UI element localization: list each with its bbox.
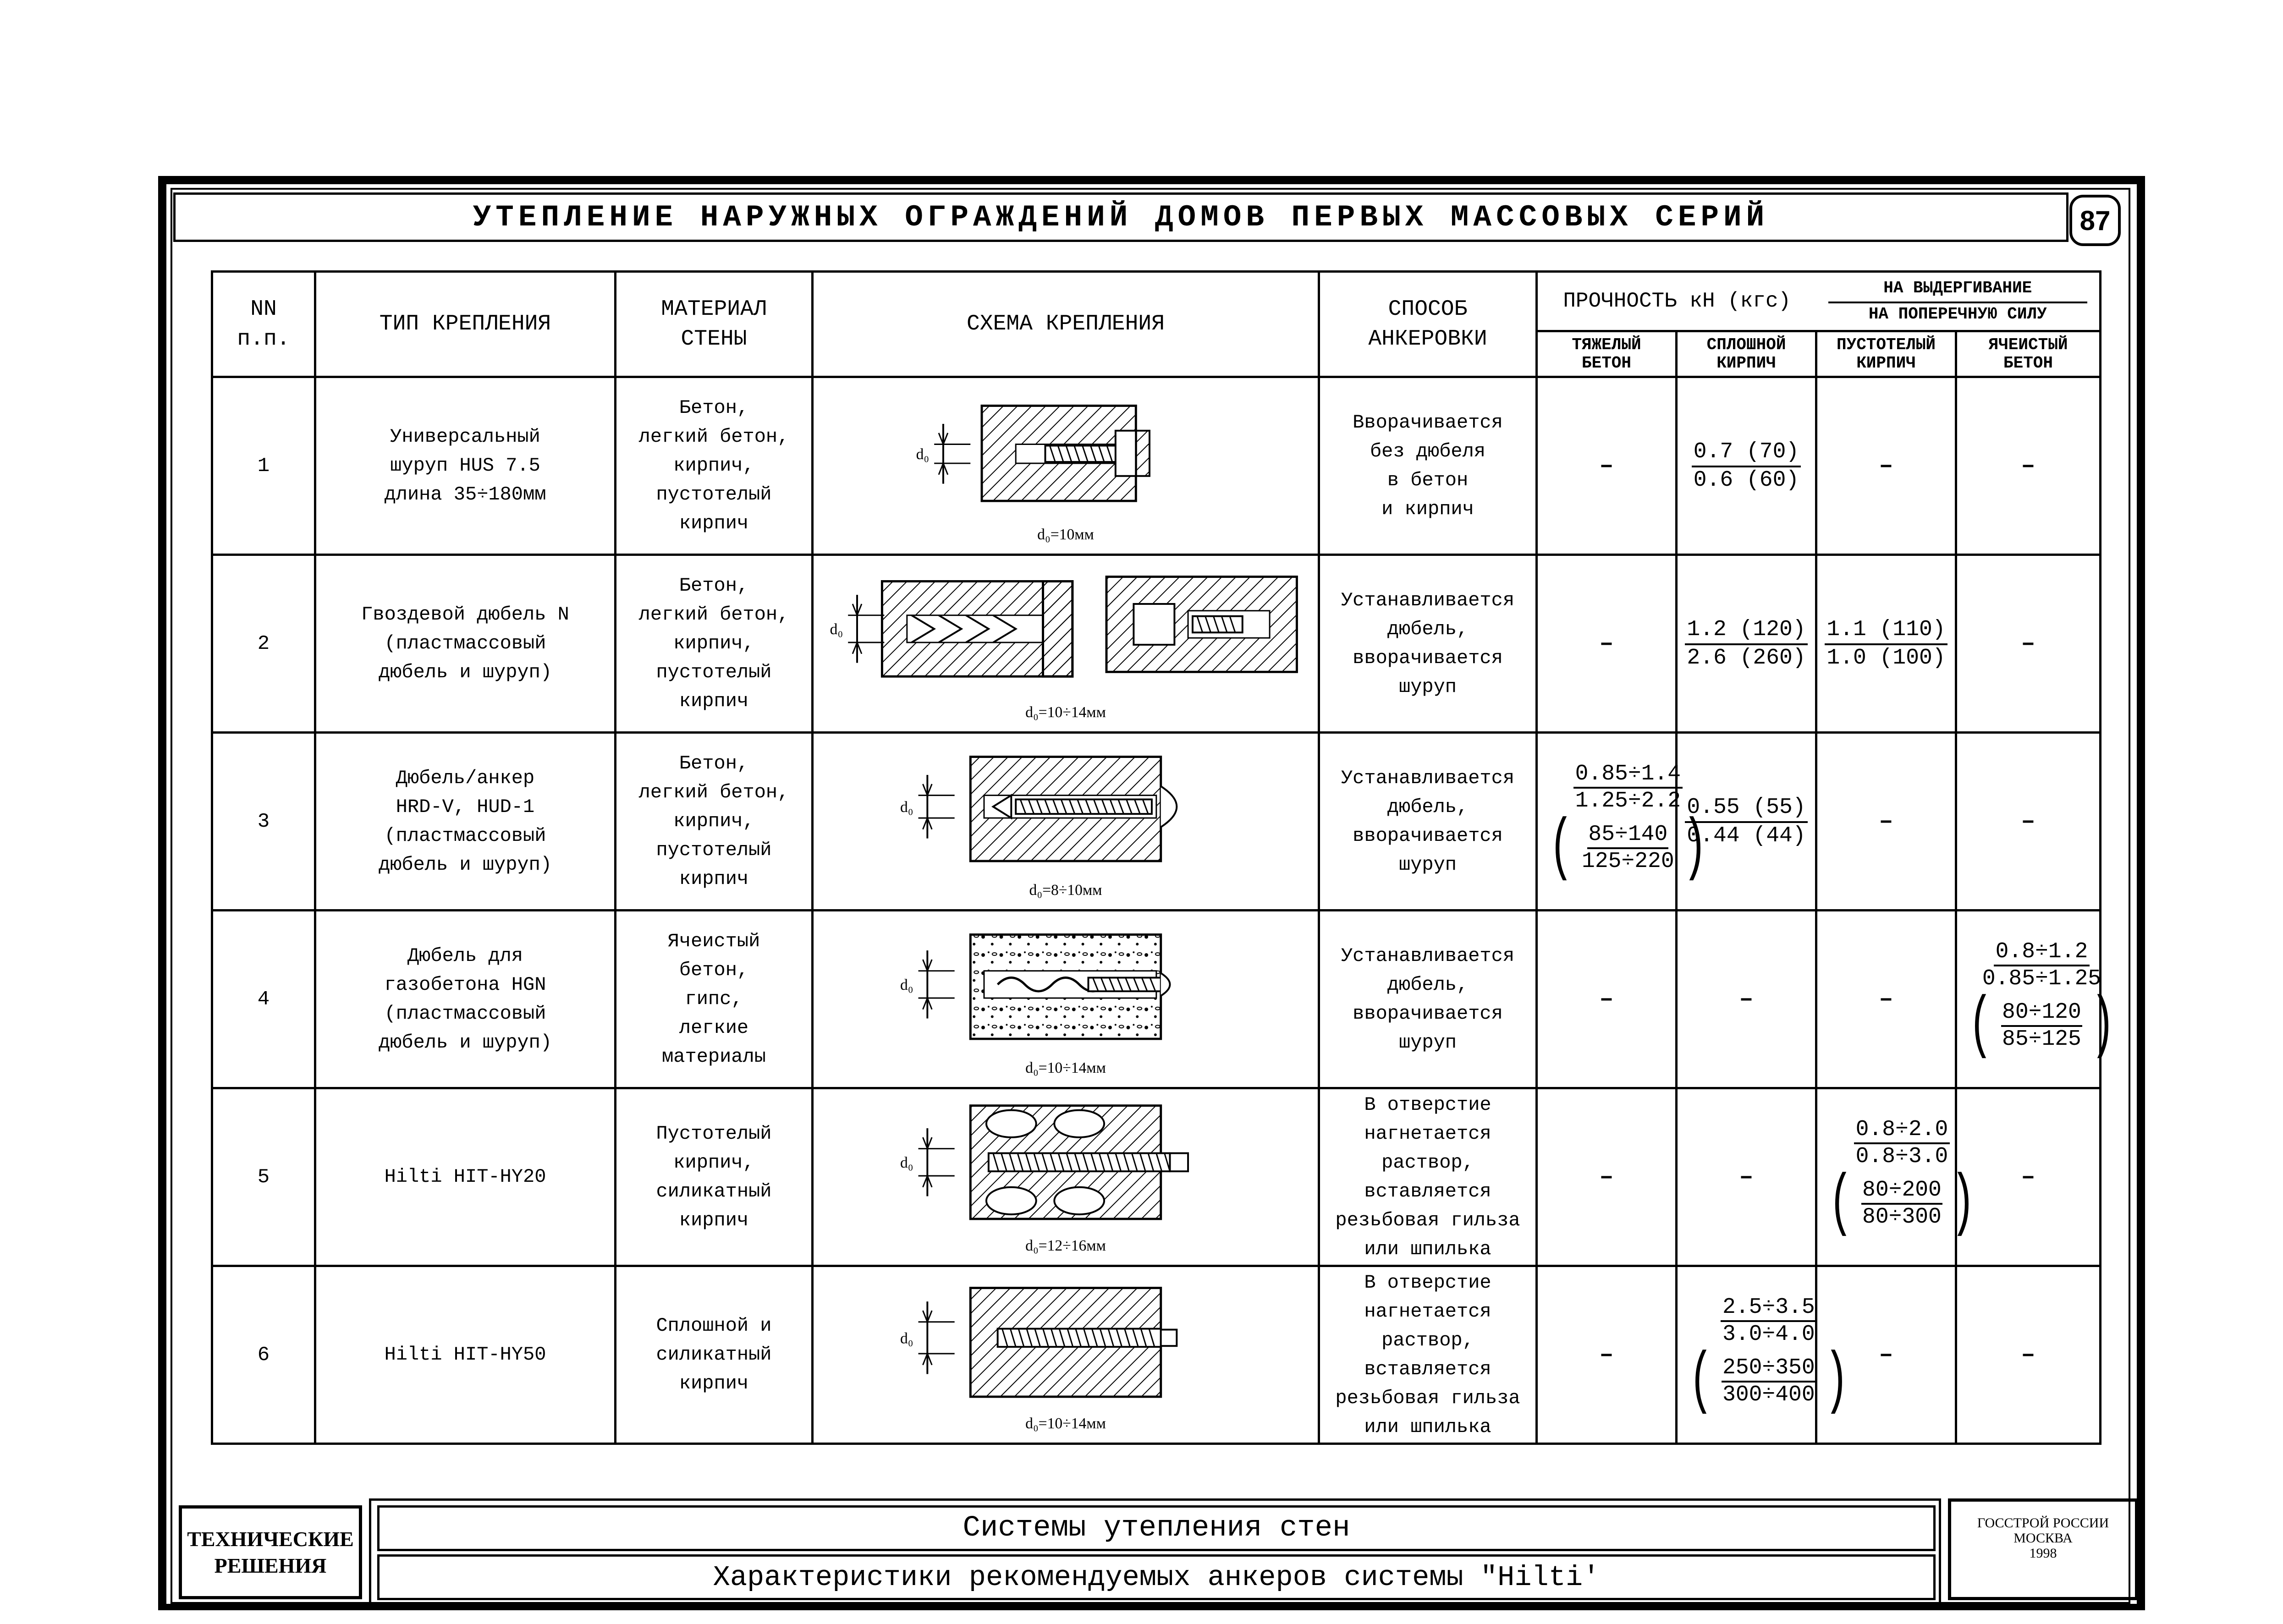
line: Hilti HIT-HY50 (384, 1344, 546, 1366)
anchor-type (315, 555, 616, 733)
line: (пластмассовый (384, 632, 546, 654)
line: газобетона HGN (384, 973, 546, 996)
shear-value: 0.44 (44) (1687, 823, 1806, 848)
value-fraction (1540, 761, 1716, 888)
shear-kn: 0.85÷1.25 (1982, 966, 2101, 991)
line: В отверстие (1364, 1271, 1491, 1294)
value-fraction (1825, 617, 1947, 671)
strength-cellular-concrete (1956, 733, 2101, 911)
row-number: 1 (212, 377, 315, 555)
stud-nut (1161, 1330, 1177, 1346)
anchor-scheme-drawing (816, 734, 1315, 909)
footer-subtitle: Характеристики рекомендуемых анкеров системы "Hilti' (377, 1554, 1936, 1600)
value-fraction (1692, 439, 1801, 494)
diameter-label: d₀ (900, 799, 913, 816)
strength-heavy-concrete (1537, 555, 1677, 733)
screw-head (1116, 431, 1136, 476)
line: (пластмассовый (384, 1002, 546, 1025)
strength-solid-brick (1677, 377, 1816, 555)
strength-heavy-concrete (1537, 1266, 1677, 1444)
fastening-scheme (813, 733, 1319, 911)
line: легкий бетон, (638, 426, 789, 448)
diameter-label: d₀ (900, 977, 913, 994)
fastening-scheme (813, 1088, 1319, 1266)
empty-dash: – (1599, 1163, 1614, 1191)
screw-head (1161, 786, 1177, 827)
strength-hollow-brick (1816, 1088, 1975, 1266)
anchor-type (315, 733, 616, 911)
line: Hilti HIT-HY20 (384, 1166, 546, 1188)
strength-solid-brick (1677, 1088, 1816, 1266)
col-strength: ПРОЧНОСТЬ кН (кгс) (1537, 272, 1816, 331)
pull-out-kn: 0.85÷1.4 (1573, 762, 1683, 789)
stud-nut (1170, 1153, 1188, 1172)
line: дюбель, (1387, 973, 1469, 996)
line: кирпич (679, 868, 749, 890)
fastening-scheme (813, 377, 1319, 555)
diameter-dimension (900, 1128, 955, 1196)
line: кирпич, (673, 455, 754, 477)
empty-dash: – (2021, 630, 2035, 657)
line: дюбель и шуруп) (378, 661, 552, 683)
wall-material (616, 733, 813, 911)
fastening-scheme (813, 911, 1319, 1088)
line: Устанавливается (1341, 589, 1515, 611)
line: вставляется (1364, 1358, 1491, 1380)
line: раствор, (1381, 1151, 1474, 1174)
line: силикатный (656, 1180, 772, 1202)
table-row (212, 377, 2101, 555)
line: и кирпич (1381, 498, 1474, 520)
anchor-type (315, 1266, 616, 1444)
line: кирпич (679, 1372, 749, 1394)
line: кирпич, (673, 632, 754, 654)
anchor-table (211, 270, 2115, 1445)
pull-out-kn: 0.8÷2.0 (1854, 1117, 1950, 1144)
line: без дюбеля (1370, 440, 1486, 462)
scheme-caption: d₀=10÷14мм (1025, 1059, 1106, 1077)
diameter-dimension (916, 424, 971, 484)
line: Дюбель для (407, 944, 523, 967)
strength-cellular-concrete (1956, 377, 2101, 555)
line: (пластмассовый (384, 824, 546, 847)
value-fraction (1685, 617, 1807, 671)
shear-kgs: 80÷300 (1862, 1205, 1942, 1230)
scheme-caption: d₀=10÷14мм (1025, 1415, 1106, 1432)
diameter-dimension (900, 1301, 955, 1374)
line: Бетон, (679, 752, 749, 774)
line: Ячеистый (667, 930, 760, 952)
line: кирпич (679, 690, 749, 712)
shear-value: 0.6 (60) (1693, 467, 1799, 493)
shear-kgs: 125÷220 (1582, 849, 1674, 874)
anchoring-method (1319, 911, 1537, 1088)
strength-hollow-brick (1816, 911, 1956, 1088)
col-method: СПОСОБ АНКЕРОВКИ (1319, 272, 1537, 377)
scheme-caption: d₀=8÷10мм (1029, 882, 1102, 899)
pull-out-value: 0.7 (70) (1692, 439, 1801, 467)
shear-value: 2.6 (260) (1687, 645, 1806, 670)
footer-title: Системы утепления стен (377, 1505, 1936, 1551)
scheme-caption: d₀=10мм (1037, 526, 1094, 543)
anchor-type (315, 377, 616, 555)
pull-out-kgs: 85÷140 (1587, 822, 1668, 849)
pull-out-kgs: 80÷120 (2001, 1000, 2082, 1027)
footer-organization: ГОССТРОЙ РОССИИ МОСКВА 1998 (1948, 1498, 2138, 1600)
kgs-values: ( 85÷140 125÷220 ) (1549, 809, 1707, 888)
line: резьбовая гильза (1335, 1387, 1520, 1409)
diameter-label: d₀ (830, 621, 843, 638)
row-number: 2 (212, 555, 315, 733)
line: Сплошной и (656, 1315, 772, 1337)
col-material: МАТЕРИАЛ СТЕНЫ (616, 272, 813, 377)
wall-material (616, 555, 813, 733)
row-number: 6 (212, 1266, 315, 1444)
strength-hollow-brick (1816, 377, 1956, 555)
strength-cellular-concrete (1956, 1266, 2101, 1444)
line: кирпич (679, 512, 749, 534)
empty-dash: – (1879, 807, 1893, 835)
value-fraction (1820, 1117, 1984, 1243)
wall-material (616, 1088, 813, 1266)
empty-dash: – (1599, 985, 1614, 1013)
kgs-values: ( 80÷200 80÷300 ) (1828, 1165, 1975, 1243)
value-fraction (1680, 1295, 1857, 1421)
line: пустотелый (656, 661, 772, 683)
line: кирпич, (673, 1151, 754, 1174)
line: Устанавливается (1341, 944, 1515, 967)
strength-hollow-brick (1816, 555, 1956, 733)
strength-cellular-concrete (1956, 911, 2115, 1088)
line: бетон, (679, 959, 749, 981)
line: длина 35÷180мм (384, 483, 546, 505)
line: Универсальный (390, 426, 540, 448)
anchor-scheme-drawing (816, 556, 1315, 731)
table-row (212, 733, 2101, 911)
empty-dash: – (1599, 630, 1614, 657)
line: HRD-V, HUD-1 (396, 796, 535, 818)
anchoring-method (1319, 733, 1537, 911)
col-type: ТИП КРЕПЛЕНИЯ (315, 272, 616, 377)
anchor-scheme-drawing (816, 911, 1315, 1087)
diameter-label: d₀ (916, 446, 930, 463)
empty-dash: – (2021, 452, 2035, 479)
wall-material (616, 911, 813, 1088)
table-row (212, 911, 2101, 1088)
anchoring-method (1319, 377, 1537, 555)
line: шуруп (1398, 853, 1457, 876)
line: вворачивается (1353, 824, 1503, 847)
table-body (212, 377, 2115, 1444)
fastening-scheme (813, 1266, 1319, 1444)
empty-dash: – (1739, 985, 1754, 1013)
scheme-caption: d₀=10÷14мм (1025, 704, 1106, 721)
col-scheme: СХЕМА КРЕПЛЕНИЯ (813, 272, 1319, 377)
pull-out-kn: 0.8÷1.2 (1994, 939, 2090, 966)
line: вворачивается (1353, 647, 1503, 669)
line: вставляется (1364, 1180, 1491, 1202)
strength-heavy-concrete (1537, 911, 1677, 1088)
line: шуруп HUS 7.5 (390, 455, 540, 477)
strength-solid-brick (1677, 911, 1816, 1088)
strength-cellular-concrete (1956, 555, 2101, 733)
fastening-scheme (813, 555, 1319, 733)
kgs-values: ( 250÷350 300÷400 ) (1689, 1343, 1849, 1421)
col-nn: NN п.п. (212, 272, 315, 377)
shear-kn: 3.0÷4.0 (1722, 1322, 1815, 1347)
anchor-scheme-drawing (816, 1089, 1315, 1265)
shear-kn: 1.25÷2.2 (1575, 789, 1681, 813)
strength-heavy-concrete (1537, 1088, 1677, 1266)
scheme-caption: d₀=12÷16мм (1025, 1237, 1106, 1255)
line: Бетон, (679, 397, 749, 419)
line: резьбовая гильза (1335, 1209, 1520, 1231)
line: в бетон (1387, 469, 1469, 491)
wall-material (616, 377, 813, 555)
shear-kn: 0.8÷3.0 (1855, 1144, 1948, 1169)
line: Дюбель/анкер (396, 767, 535, 789)
footer-section-label: ТЕХНИЧЕСКИЕ РЕШЕНИЯ (179, 1505, 362, 1599)
pull-out-kgs: 80÷200 (1861, 1178, 1942, 1205)
value-fraction (1960, 939, 2123, 1065)
line: вворачивается (1353, 1002, 1503, 1025)
diameter-label: d₀ (900, 1330, 913, 1347)
pull-out-kn: 2.5÷3.5 (1721, 1295, 1817, 1322)
col-heavy-concrete: ТЯЖЕЛЫЙ БЕТОН (1537, 331, 1677, 377)
line: дюбель, (1387, 796, 1469, 818)
empty-dash: – (1599, 1341, 1614, 1368)
col-cellular-concrete: ЯЧЕИСТЫЙ БЕТОН (1956, 331, 2101, 377)
line: легкий бетон, (638, 604, 789, 625)
table-row (212, 1266, 2101, 1444)
line: Устанавливается (1341, 767, 1515, 789)
col-strength-legend: НА ВЫДЕРГИВАНИЕ НА ПОПЕРЕЧНУЮ СИЛУ (1816, 272, 2101, 331)
anchor-scheme-drawing (816, 378, 1315, 554)
line: или шпилька (1364, 1416, 1491, 1438)
line: дюбель и шуруп) (378, 1031, 552, 1053)
line: пустотелый (656, 839, 772, 861)
line: дюбель, (1387, 618, 1469, 640)
table-row (212, 555, 2101, 733)
diameter-dimension (830, 595, 885, 663)
col-hollow-brick: ПУСТОТЕЛЫЙ КИРПИЧ (1816, 331, 1956, 377)
line: легкие (679, 1017, 749, 1039)
line: Вворачивается (1353, 411, 1503, 433)
line: шуруп (1398, 675, 1457, 698)
shear-value: 1.0 (100) (1826, 645, 1946, 670)
empty-dash: – (1599, 452, 1614, 479)
strength-heavy-concrete (1537, 377, 1677, 555)
empty-dash: – (1739, 1163, 1754, 1191)
pull-out-value: 1.1 (110) (1825, 617, 1947, 645)
anchor-type (315, 911, 616, 1088)
diameter-dimension (900, 950, 955, 1018)
strength-heavy-concrete (1537, 733, 1707, 911)
line: Гвоздевой дюбель N (361, 604, 569, 625)
line: В отверстие (1364, 1093, 1491, 1116)
pull-out-value: 0.55 (55) (1685, 795, 1807, 823)
header-row-top (212, 272, 2101, 331)
table-row (212, 1088, 2101, 1266)
row-number: 4 (212, 911, 315, 1088)
col-solid-brick: СПЛОШНОЙ КИРПИЧ (1677, 331, 1816, 377)
kgs-values: ( 80÷120 85÷125 ) (1968, 987, 2115, 1065)
row-number: 3 (212, 733, 315, 911)
strength-hollow-brick (1816, 733, 1956, 911)
anchoring-method (1319, 1266, 1537, 1444)
line: или шпилька (1364, 1238, 1491, 1260)
anchoring-method (1319, 1088, 1537, 1266)
empty-dash: – (1879, 1341, 1893, 1368)
line: кирпич, (673, 810, 754, 832)
line: Пустотелый (656, 1122, 772, 1145)
line: пустотелый (656, 483, 772, 505)
shear-kgs: 300÷400 (1722, 1383, 1815, 1408)
line: легкий бетон, (638, 781, 789, 803)
strength-solid-brick (1677, 1266, 1849, 1444)
line: нагнетается (1364, 1122, 1491, 1145)
line: силикатный (656, 1344, 772, 1366)
line: Бетон, (679, 575, 749, 597)
wall-material (616, 1266, 813, 1444)
empty-dash: – (2021, 1341, 2035, 1368)
line: материалы (662, 1046, 766, 1068)
diameter-label: d₀ (900, 1154, 913, 1172)
line: дюбель и шуруп) (378, 853, 552, 876)
line: гипс, (685, 988, 743, 1010)
row-number: 5 (212, 1088, 315, 1266)
page-title: УТЕПЛЕНИЕ НАРУЖНЫХ ОГРАЖДЕНИЙ ДОМОВ ПЕРВЫХ МАССОВЫХ СЕРИЙ (173, 192, 2068, 242)
line: кирпич (679, 1209, 749, 1231)
line: раствор, (1381, 1329, 1474, 1351)
line: нагнетается (1364, 1300, 1491, 1322)
pull-out-kgs: 250÷350 (1722, 1355, 1816, 1383)
empty-dash: – (1879, 452, 1893, 479)
pull-out-value: 1.2 (120) (1685, 617, 1807, 645)
anchor-scheme-drawing (816, 1267, 1315, 1443)
line: шуруп (1398, 1031, 1457, 1053)
anchoring-method (1319, 555, 1537, 733)
page-number: 87 (2069, 195, 2121, 246)
empty-dash: – (1879, 985, 1893, 1013)
anchor-type (315, 1088, 616, 1266)
shear-kgs: 85÷125 (2002, 1027, 2081, 1052)
empty-dash: – (2021, 1163, 2035, 1191)
diameter-dimension (900, 775, 955, 838)
strength-solid-brick (1677, 555, 1816, 733)
empty-dash: – (2021, 807, 2035, 835)
